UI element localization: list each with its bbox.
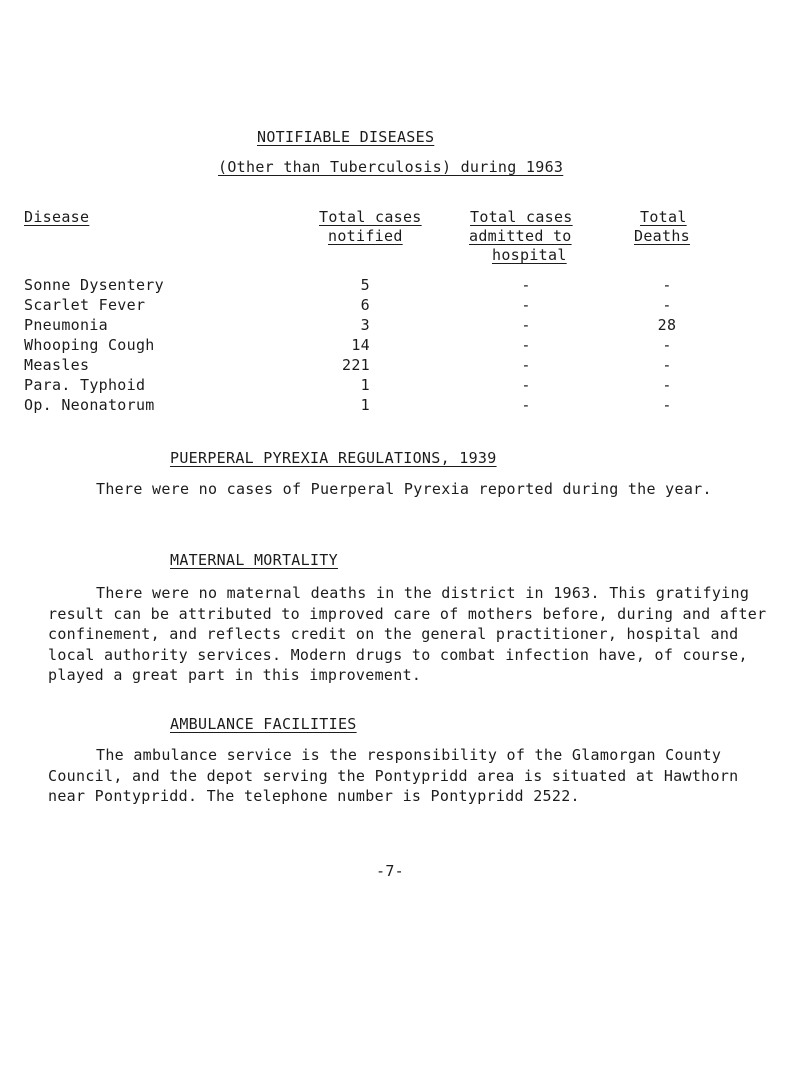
deaths-count: -	[662, 376, 672, 394]
admitted-count: -	[521, 316, 531, 334]
table-row	[0, 296, 800, 316]
disease-name: Measles	[24, 356, 90, 374]
maternal-heading: MATERNAL MORTALITY	[170, 551, 338, 569]
admitted-count: -	[521, 276, 531, 294]
notified-count: 6	[360, 296, 370, 314]
admitted-count: -	[521, 296, 531, 314]
page-subtitle: (Other than Tuberculosis) during 1963	[218, 158, 564, 176]
disease-name: Sonne Dysentery	[24, 276, 164, 294]
ambulance-heading: AMBULANCE FACILITIES	[170, 715, 357, 733]
admitted-count: -	[521, 356, 531, 374]
notified-count: 14	[351, 336, 370, 354]
table-row	[0, 336, 800, 356]
page-title: NOTIFIABLE DISEASES	[257, 128, 435, 146]
disease-name: Op. Neonatorum	[24, 396, 155, 414]
header-notified-line1: Total cases	[319, 208, 422, 226]
header-notified-line2: notified	[328, 227, 403, 245]
header-admitted-line2: admitted to	[469, 227, 572, 245]
header-deaths-line2: Deaths	[634, 227, 690, 245]
table-row	[0, 356, 800, 376]
disease-name: Para. Typhoid	[24, 376, 146, 394]
deaths-count: -	[662, 276, 672, 294]
maternal-text: There were no maternal deaths in the district in 1963. This gratifying result can be attributed to improved care of mothers before, during and after confinement, and reflects credit on the general practitioner, hospital and local authority services. Modern drugs to combat infection have, of course, played a great part in this improvement.	[48, 584, 767, 684]
notified-count: 1	[360, 396, 370, 414]
notified-count: 221	[342, 356, 370, 374]
table-row	[0, 276, 800, 296]
table-row	[0, 396, 800, 416]
table-row	[0, 316, 800, 336]
header-admitted-line1: Total cases	[470, 208, 573, 226]
ambulance-text: The ambulance service is the responsibility of the Glamorgan County Council, and the depot serving the Pontypridd area is situated at Hawthorn near Pontypridd. The telephone number is Pontypridd 2522.	[48, 746, 739, 805]
header-admitted-line3: hospital	[492, 246, 567, 264]
puerperal-heading: PUERPERAL PYREXIA REGULATIONS, 1939	[170, 449, 497, 467]
disease-name: Whooping Cough	[24, 336, 155, 354]
header-disease: Disease	[24, 208, 90, 226]
page-number: -7-	[376, 862, 404, 880]
deaths-count: 28	[657, 316, 677, 334]
notified-count: 1	[360, 376, 370, 394]
header-deaths-line1: Total	[640, 208, 687, 226]
puerperal-text: There were no cases of Puerperal Pyrexia reported during the year.	[96, 480, 712, 498]
disease-name: Scarlet Fever	[24, 296, 146, 314]
admitted-count: -	[521, 376, 531, 394]
disease-name: Pneumonia	[24, 316, 108, 334]
deaths-count: -	[662, 296, 672, 314]
deaths-count: -	[662, 396, 672, 414]
notified-count: 5	[360, 276, 370, 294]
admitted-count: -	[521, 396, 531, 414]
deaths-count: -	[662, 356, 672, 374]
admitted-count: -	[521, 336, 531, 354]
deaths-count: -	[662, 336, 672, 354]
table-row	[0, 376, 800, 396]
notified-count: 3	[360, 316, 370, 334]
